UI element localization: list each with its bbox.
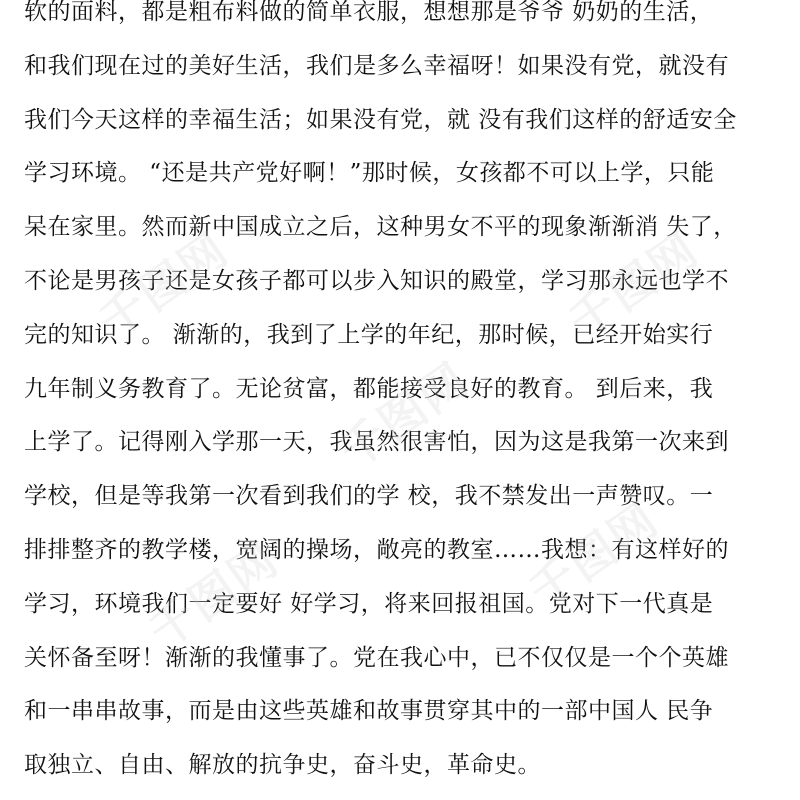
watermark: 千图网 — [89, 222, 239, 349]
watermark: 千图网 — [139, 532, 289, 659]
text-line: 我们今天这样的幸福生活；如果没有党，就 没有我们这样的舒适安全 — [24, 106, 737, 133]
text-line: 软的面料，都是粗布料做的简单衣服，想想那是爷爷 奶奶的生活， — [24, 0, 714, 25]
watermark: 千图网 — [329, 352, 479, 479]
text-line: 和一串串故事，而是由这些英雄和故事贯穿其中的一部中国人 民争 — [24, 698, 714, 725]
text-line: 和我们现在过的美好生活，我们是多么幸福呀！如果没有党，就没有 — [24, 52, 729, 79]
watermark: 千图网 — [559, 222, 709, 349]
text-line: 学习，环境我们一定要好 好学习，将来回报祖国。党对下一代真是 — [24, 590, 714, 617]
text-line: 不论是男孩子还是女孩子都可以步入知识的殿堂，学习那永远也学不 — [24, 267, 729, 294]
text-line: 上学了。记得刚入学那一天，我虽然很害怕，因为这是我第一次来到 — [24, 429, 729, 456]
text-line: 取独立、自由、解放的抗争史，奋斗史，革命史。 — [24, 752, 541, 779]
text-line: 完的知识了。 渐渐的，我到了上学的年纪，那时候，已经开始实行 — [24, 321, 714, 348]
text-line: 学校，但是等我第一次看到我们的学 校，我不禁发出一声赞叹。一 — [24, 483, 714, 510]
body-text — [24, 0, 784, 793]
text-line: 学习环境。 “还是共产党好啊！”那时候，女孩都不可以上学，只能 — [24, 160, 715, 187]
text-line: 关怀备至呀！渐渐的我懂事了。党在我心中，已不仅仅是一个个英雄 — [24, 644, 729, 671]
text-line: 排排整齐的教学楼，宽阔的操场，敞亮的教室……我想：有这样好的 — [24, 536, 729, 563]
text-line: 呆在家里。然而新中国成立之后，这种男女不平的现象渐渐消 失了， — [24, 214, 737, 241]
text-line: 九年制义务教育了。无论贫富，都能接受良好的教育。 到后来，我 — [24, 375, 714, 402]
watermark: 千图网 — [519, 492, 669, 619]
